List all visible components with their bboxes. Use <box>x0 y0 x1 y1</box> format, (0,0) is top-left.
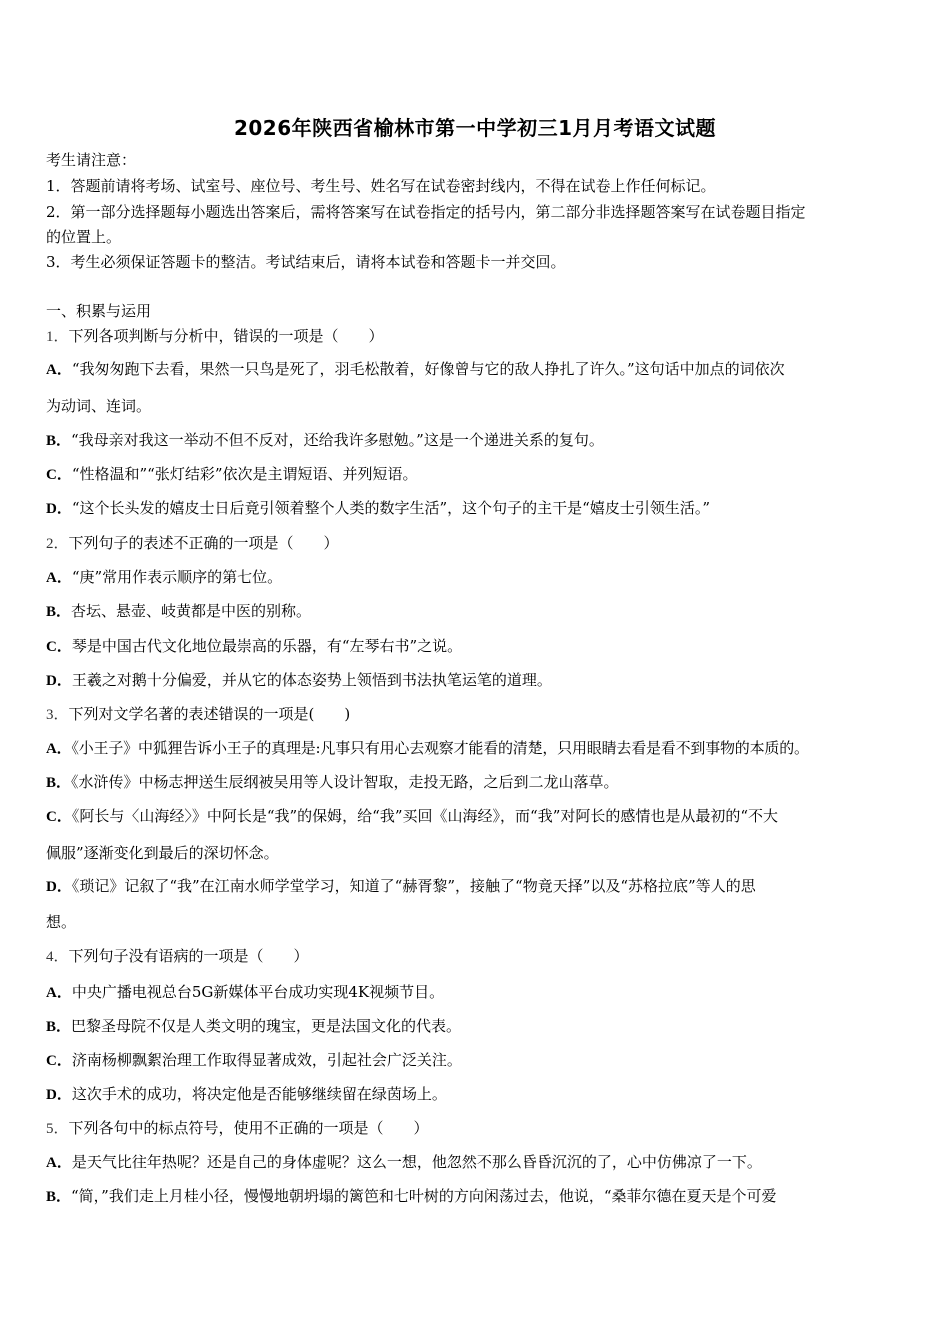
option-text: “我母亲对我这一举动不但不反对，还给我许多慰勉。”这是一个递进关系的复句。 <box>71 431 604 449</box>
option-b <box>46 772 916 793</box>
option-a <box>46 738 916 759</box>
option-a <box>46 359 916 380</box>
option-letter: D． <box>46 673 72 689</box>
option-a <box>46 982 916 1003</box>
option-text: “性格温和”“张灯结彩”依次是主谓短语、并列短语。 <box>71 465 418 483</box>
question-stem <box>46 326 916 347</box>
notice-heading: 考生请注意： <box>46 151 137 169</box>
option-letter: C． <box>46 809 72 825</box>
option-text: “我匆匆跑下去看，果然一只鸟是死了，羽毛松散着，好像曾与它的敌人挣扎了许久。”这句话中加点的词依次 <box>71 360 785 378</box>
page-title: 2026年陕西省榆林市第一中学初三1月月考语文试题 <box>233 116 717 140</box>
question-stem <box>46 946 916 967</box>
option-letter: B． <box>46 433 72 449</box>
question-text: 下列对文学名著的表述错误的一项是( ) <box>68 705 351 723</box>
option-letter: A． <box>46 362 72 378</box>
option-text: “简，”我们走上月桂小径，慢慢地朝坍塌的篱笆和七叶树的方向闲荡过去，他说，“桑菲尔德在夏天是个可爱 <box>71 1187 777 1205</box>
option-letter: B． <box>46 1189 72 1205</box>
option-d <box>46 1084 916 1105</box>
question-number: 5． <box>46 1121 69 1137</box>
option-text: 《琐记》记叙了“我”在江南水师学堂学习，知道了“赫胥黎”，接触了“物竟天择”以及“苏格拉底”等人的思 <box>71 877 756 895</box>
option-c <box>46 636 916 657</box>
question-stem <box>46 704 916 725</box>
option-continuation: 为动词、连词。 <box>46 397 152 415</box>
option-letter: D． <box>46 1087 72 1103</box>
option-c <box>46 464 916 485</box>
option-c <box>46 1050 916 1071</box>
notice-item: 的位置上。 <box>46 228 122 246</box>
question-text: 下列句子的表述不正确的一项是（ ） <box>68 534 339 552</box>
option-d <box>46 498 916 519</box>
option-text: 《阿长与〈山海经〉》中阿长是“我”的保姆，给“我”买回《山海经》，而“我”对阿长的感情也是从最初的“不大 <box>71 807 779 825</box>
option-d <box>46 670 916 691</box>
option-letter: C． <box>46 467 72 483</box>
option-a <box>46 1152 916 1173</box>
option-letter: C． <box>46 639 72 655</box>
option-a <box>46 567 916 588</box>
option-letter: C． <box>46 1053 72 1069</box>
question-text: 下列句子没有语病的一项是（ ） <box>68 947 309 965</box>
option-b <box>46 430 916 451</box>
option-letter: B． <box>46 775 72 791</box>
question-number: 4． <box>46 949 69 965</box>
question-text: 下列各项判断与分析中，错误的一项是（ ） <box>68 327 384 345</box>
option-text: 巴黎圣母院不仅是人类文明的瑰宝，更是法国文化的代表。 <box>71 1017 462 1035</box>
option-text: 这次手术的成功，将决定他是否能够继续留在绿茵场上。 <box>71 1085 447 1103</box>
option-continuation: 佩服”逐渐变化到最后的深切怀念。 <box>46 844 279 862</box>
question-number: 3． <box>46 707 69 723</box>
option-b <box>46 601 916 622</box>
question-text: 下列各句中的标点符号，使用不正确的一项是（ ） <box>68 1119 429 1137</box>
option-text: 琴是中国古代文化地位最崇高的乐器，有“左琴右书”之说。 <box>71 637 463 655</box>
option-text: 《小王子》中狐狸告诉小王子的真理是:凡事只有用心去观察才能看的清楚，只用眼睛去看是看不到事物的本质的。 <box>71 739 809 757</box>
option-letter: B． <box>46 1019 72 1035</box>
option-letter: D． <box>46 879 72 895</box>
notice-item: 2．第一部分选择题每小题选出答案后，需将答案写在试卷指定的括号内，第二部分非选择题答案写在试卷题目指定 <box>46 203 806 221</box>
option-letter: A． <box>46 570 72 586</box>
option-letter: B． <box>46 604 72 620</box>
option-c <box>46 806 916 827</box>
option-text: 是天气比往年热呢？还是自己的身体虚呢？这么一想，他忽然不那么昏昏沉沉的了，心中仿佛凉了一下。 <box>71 1153 762 1171</box>
option-continuation: 想。 <box>46 913 77 931</box>
option-text: 济南杨柳飘絮治理工作取得显著成效，引起社会广泛关注。 <box>71 1051 462 1069</box>
option-b <box>46 1186 916 1207</box>
option-text: “庚”常用作表示顺序的第七位。 <box>71 568 283 586</box>
option-text: 王羲之对鹅十分偏爱，并从它的体态姿势上领悟到书法执笔运笔的道理。 <box>71 671 552 689</box>
question-number: 1． <box>46 329 69 345</box>
notice-item: 1．答题前请将考场、试室号、座位号、考生号、姓名写在试卷密封线内，不得在试卷上作任何标记。 <box>46 177 716 195</box>
option-text: 杏坛、悬壶、岐黄都是中医的别称。 <box>71 602 312 620</box>
option-text: 中央广播电视总台5G新媒体平台成功实现4K视频节目。 <box>71 983 445 1001</box>
option-text: 《水浒传》中杨志押送生辰纲被吴用等人设计智取，走投无路，之后到二龙山落草。 <box>71 773 619 791</box>
section-heading: 一、积累与运用 <box>46 302 152 320</box>
question-stem <box>46 1118 916 1139</box>
option-letter: A． <box>46 1155 72 1171</box>
notice-item: 3．考生必须保证答题卡的整洁。考试结束后，请将本试卷和答题卡一并交回。 <box>46 253 566 271</box>
question-number: 2． <box>46 536 69 552</box>
option-d <box>46 876 916 897</box>
option-b <box>46 1016 916 1037</box>
option-letter: A． <box>46 741 72 757</box>
question-stem <box>46 533 916 554</box>
option-letter: A． <box>46 985 72 1001</box>
option-text: “这个长头发的嬉皮士日后竟引领着整个人类的数字生活”，这个句子的主干是“嬉皮士引领生活。” <box>71 499 711 517</box>
option-letter: D． <box>46 501 72 517</box>
